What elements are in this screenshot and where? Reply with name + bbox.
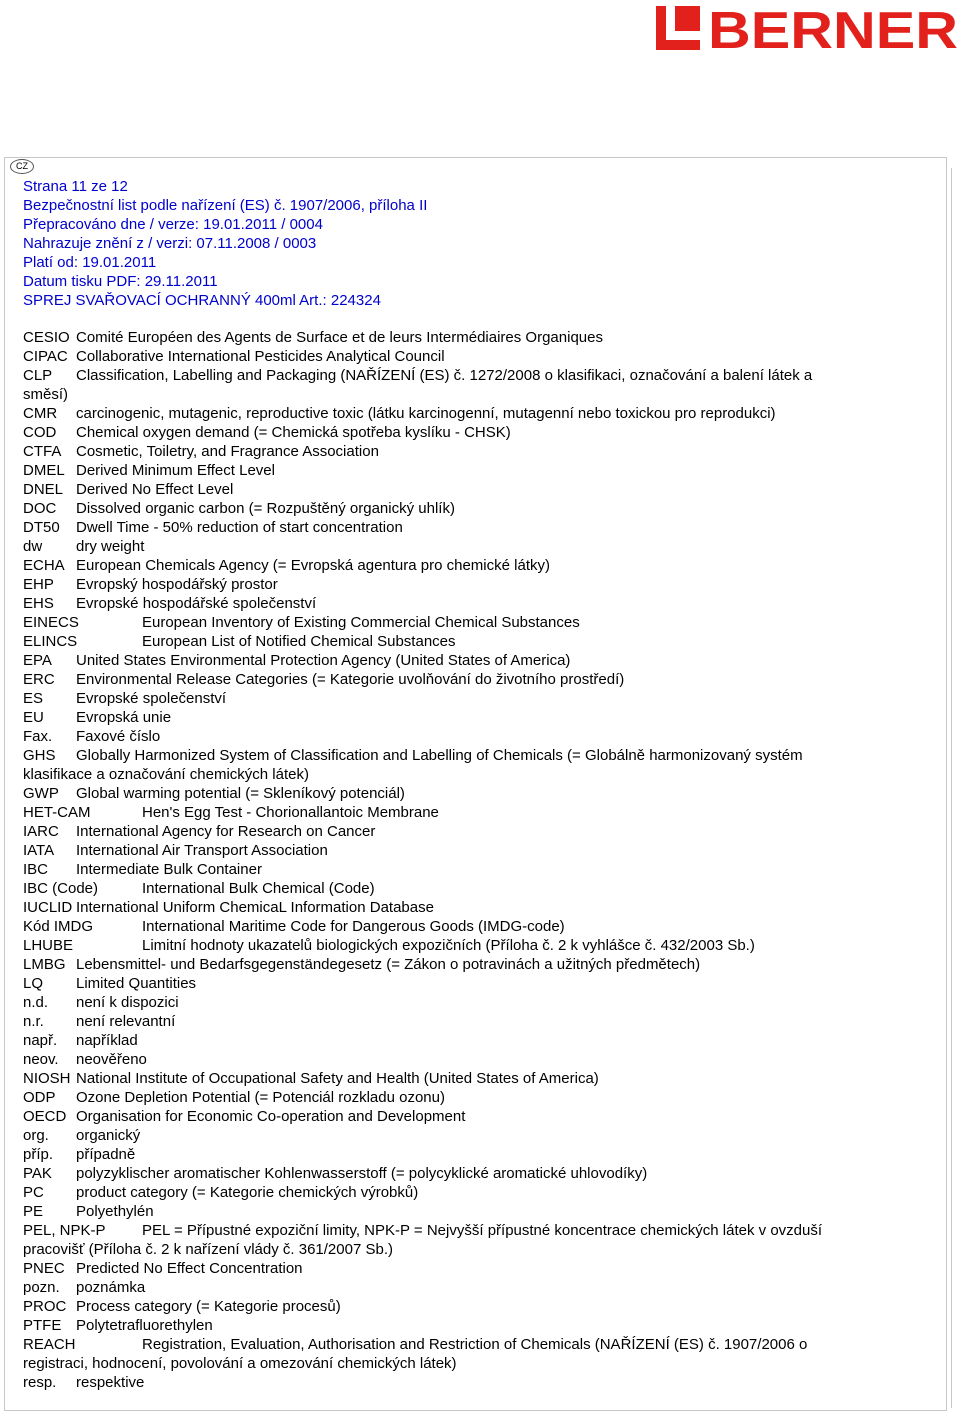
glossary-definition: například [76, 1032, 138, 1049]
glossary-abbreviation: COD [23, 424, 57, 441]
glossary-abbreviation: IBC (Code) [23, 880, 99, 897]
glossary-definition: International Air Transport Association [76, 842, 328, 859]
glossary-abbreviation: např. [23, 1032, 58, 1049]
glossary-row [23, 1145, 903, 1164]
glossary-abbreviation: LHUBE [23, 937, 74, 954]
glossary-definition: Global warming potential (= Skleníkový potenciál) [76, 785, 405, 802]
glossary-definition: poznámka [76, 1279, 146, 1296]
glossary-definition: Polyethylén [76, 1203, 154, 1220]
glossary-row [23, 1297, 903, 1316]
glossary-row [23, 879, 903, 898]
glossary-row [23, 841, 903, 860]
product-name: SPREJ SVAŘOVACÍ OCHRANNÝ 400ml Art.: 224324 [23, 292, 381, 309]
glossary-abbreviation: neov. [23, 1051, 59, 1068]
glossary-row [23, 1050, 903, 1069]
glossary-row [23, 803, 903, 822]
glossary-abbreviation: pozn. [23, 1279, 60, 1296]
glossary-definition: Classification, Labelling and Packaging (NAŘÍZENÍ (ES) č. 1272/2008 o klasifikaci, označování a balení látek a [76, 367, 813, 384]
sds-title: Bezpečnostní list podle nařízení (ES) č. 1907/2006, příloha II [23, 197, 428, 214]
glossary-row [23, 1259, 903, 1278]
abbreviation-list [23, 328, 903, 1392]
glossary-abbreviation: DNEL [23, 481, 64, 498]
glossary-abbreviation: IARC [23, 823, 59, 840]
glossary-abbreviation: CLP [23, 367, 53, 384]
glossary-definition: Organisation for Economic Co-operation and Development [76, 1108, 466, 1125]
glossary-definition: carcinogenic, mutagenic, reproductive toxic (látku karcinogenní, mutagenní nebo toxickou pro reprodukci) [76, 405, 776, 422]
glossary-definition: Intermediate Bulk Container [76, 861, 262, 878]
glossary-definition: Ozone Depletion Potential (= Potenciál rozkladu ozonu) [76, 1089, 445, 1106]
glossary-definition: Derived Minimum Effect Level [76, 462, 275, 479]
glossary-definition: Lebensmittel- und Bedarfsgegenständegesetz (= Zákon o potravinách a užitných předmětech) [76, 956, 701, 973]
glossary-row [23, 1202, 903, 1221]
glossary-definition-continued: registraci, hodnocení, povolování a omezování chemických látek) [23, 1355, 457, 1372]
glossary-row [23, 347, 903, 366]
glossary-definition: není relevantní [76, 1013, 176, 1030]
glossary-definition: United States Environmental Protection Agency (United States of America) [76, 652, 571, 669]
glossary-row [23, 556, 903, 575]
revision-date: Přepracováno dne / verze: 19.01.2011 / 0004 [23, 216, 323, 233]
glossary-row [23, 746, 903, 784]
glossary-abbreviation: GWP [23, 785, 59, 802]
glossary-abbreviation: DOC [23, 500, 57, 517]
glossary-definition: Limitní hodnoty ukazatelů biologických expozičních (Příloha č. 2 k vyhlášce č. 432/2003 Sb.) [142, 937, 755, 954]
glossary-abbreviation: PROC [23, 1298, 67, 1315]
glossary-row [23, 670, 903, 689]
glossary-abbreviation: GHS [23, 747, 56, 764]
print-date: Datum tisku PDF: 29.11.2011 [23, 273, 218, 290]
glossary-abbreviation: EHP [23, 576, 54, 593]
glossary-row [23, 632, 903, 651]
glossary-row [23, 1278, 903, 1297]
glossary-row [23, 1221, 903, 1259]
glossary-row [23, 1126, 903, 1145]
glossary-row [23, 974, 903, 993]
glossary-definition: respektive [76, 1374, 145, 1391]
svg-text:BERNER: BERNER [708, 4, 958, 52]
glossary-row [23, 613, 903, 632]
glossary-row [23, 1012, 903, 1031]
berner-logo [656, 4, 960, 52]
glossary-abbreviation: DMEL [23, 462, 65, 479]
glossary-abbreviation: REACH [23, 1336, 76, 1353]
glossary-abbreviation: příp. [23, 1146, 54, 1163]
glossary-abbreviation: CTFA [23, 443, 62, 460]
glossary-definition: Comité Européen des Agents de Surface et de leurs Intermédiaires Organiques [76, 329, 603, 346]
glossary-row [23, 442, 903, 461]
glossary-definition-continued: směsí) [23, 386, 68, 403]
glossary-row [23, 955, 903, 974]
glossary-row [23, 404, 903, 423]
glossary-row [23, 917, 903, 936]
glossary-row [23, 480, 903, 499]
glossary-definition: European Chemicals Agency (= Evropská agentura pro chemické látky) [76, 557, 550, 574]
glossary-abbreviation: EHS [23, 595, 54, 612]
glossary-abbreviation: CIPAC [23, 348, 68, 365]
glossary-row [23, 423, 903, 442]
glossary-abbreviation: ELINCS [23, 633, 78, 650]
glossary-abbreviation: Kód IMDG [23, 918, 94, 935]
glossary-definition-continued: pracovišť (Příloha č. 2 k nařízení vlády č. 361/2007 Sb.) [23, 1241, 393, 1258]
glossary-definition: Chemical oxygen demand (= Chemická spotřeba kyslíku - CHSK) [76, 424, 511, 441]
glossary-abbreviation: DT50 [23, 519, 60, 536]
glossary-row [23, 1069, 903, 1088]
glossary-definition: International Bulk Chemical (Code) [142, 880, 375, 897]
glossary-abbreviation: LMBG [23, 956, 66, 973]
glossary-abbreviation: PAK [23, 1165, 52, 1182]
glossary-row [23, 993, 903, 1012]
glossary-definition: Evropské společenství [76, 690, 227, 707]
glossary-definition: Limited Quantities [76, 975, 197, 992]
glossary-abbreviation: PNEC [23, 1260, 65, 1277]
glossary-abbreviation: n.r. [23, 1013, 44, 1030]
glossary-abbreviation: EPA [23, 652, 52, 669]
glossary-definition: Environmental Release Categories (= Kategorie uvolňování do životního prostředí) [76, 671, 625, 688]
glossary-row [23, 689, 903, 708]
glossary-row [23, 594, 903, 613]
glossary-definition: dry weight [76, 538, 145, 555]
glossary-abbreviation: n.d. [23, 994, 49, 1011]
glossary-definition: International Maritime Code for Dangerous Goods (IMDG-code) [142, 918, 565, 935]
page-number: Strana 11 ze 12 [23, 178, 128, 195]
glossary-row [23, 499, 903, 518]
glossary-abbreviation: PTFE [23, 1317, 62, 1334]
glossary-abbreviation: CESIO [23, 329, 70, 346]
glossary-definition: Hen's Egg Test - Chorionallantoic Membrane [142, 804, 439, 821]
glossary-abbreviation: NIOSH [23, 1070, 71, 1087]
glossary-definition: případně [76, 1146, 136, 1163]
glossary-row [23, 651, 903, 670]
glossary-definition: organický [76, 1127, 141, 1144]
glossary-row [23, 366, 903, 404]
glossary-definition: neověřeno [76, 1051, 147, 1068]
glossary-row [23, 1373, 903, 1392]
glossary-abbreviation: resp. [23, 1374, 57, 1391]
glossary-definition: Registration, Evaluation, Authorisation and Restriction of Chemicals (NAŘÍZENÍ (ES) č. 1907/2006 o [142, 1336, 808, 1353]
replaces-version: Nahrazuje znění z / verzi: 07.11.2008 / 0003 [23, 235, 317, 252]
glossary-row [23, 1164, 903, 1183]
glossary-row [23, 1316, 903, 1335]
glossary-definition: Evropský hospodářský prostor [76, 576, 278, 593]
glossary-abbreviation: EINECS [23, 614, 79, 631]
glossary-row [23, 1335, 903, 1373]
glossary-abbreviation: OECD [23, 1108, 67, 1125]
glossary-definition: PEL = Přípustné expoziční limity, NPK-P = Nejvyšší přípustné koncentrace chemických látek v ovzduší [142, 1222, 823, 1239]
glossary-definition: European List of Notified Chemical Substances [142, 633, 456, 650]
glossary-abbreviation: IBC [23, 861, 49, 878]
glossary-row [23, 1088, 903, 1107]
glossary-row [23, 1031, 903, 1050]
glossary-abbreviation: ERC [23, 671, 55, 688]
glossary-abbreviation: IATA [23, 842, 55, 859]
glossary-abbreviation: HET-CAM [23, 804, 91, 821]
glossary-definition: Dissolved organic carbon (= Rozpuštěný organický uhlík) [76, 500, 455, 517]
glossary-abbreviation: IUCLID [23, 899, 73, 916]
glossary-definition: polyzyklischer aromatischer Kohlenwasserstoff (= polycyklické aromatické uhlovodíky) [76, 1165, 648, 1182]
glossary-definition: National Institute of Occupational Safety and Health (United States of America) [76, 1070, 599, 1087]
glossary-abbreviation: ES [23, 690, 44, 707]
glossary-abbreviation: dw [23, 538, 43, 555]
glossary-row [23, 1107, 903, 1126]
glossary-definition: Polytetrafluorethylen [76, 1317, 213, 1334]
glossary-row [23, 708, 903, 727]
frame-shadow-line [951, 168, 952, 1408]
glossary-row [23, 1183, 903, 1202]
glossary-definition: Globally Harmonized System of Classification and Labelling of Chemicals (= Globálně harmonizovaný systém [76, 747, 803, 764]
glossary-row [23, 727, 903, 746]
glossary-row [23, 936, 903, 955]
document-header [23, 177, 427, 310]
glossary-definition: Predicted No Effect Concentration [76, 1260, 303, 1277]
glossary-definition: Process category (= Kategorie procesů) [76, 1298, 341, 1315]
glossary-row [23, 860, 903, 879]
glossary-definition: Dwell Time - 50% reduction of start concentration [76, 519, 403, 536]
glossary-row [23, 537, 903, 556]
glossary-abbreviation: PC [23, 1184, 44, 1201]
glossary-row [23, 822, 903, 841]
glossary-definition: Collaborative International Pesticides Analytical Council [76, 348, 445, 365]
glossary-definition: International Agency for Research on Cancer [76, 823, 376, 840]
glossary-abbreviation: PEL, NPK-P [23, 1222, 106, 1239]
glossary-definition: Derived No Effect Level [76, 481, 234, 498]
glossary-definition: product category (= Kategorie chemických výrobků) [76, 1184, 419, 1201]
country-badge: CZ [10, 159, 34, 174]
glossary-row [23, 328, 903, 347]
glossary-row [23, 461, 903, 480]
glossary-row [23, 518, 903, 537]
glossary-definition: International Uniform ChemicaL Information Database [76, 899, 434, 916]
glossary-definition-continued: klasifikace a označování chemických látek) [23, 766, 309, 783]
berner-logo-mark [656, 4, 960, 52]
glossary-definition: není k dispozici [76, 994, 179, 1011]
glossary-abbreviation: ODP [23, 1089, 56, 1106]
glossary-definition: Faxové číslo [76, 728, 161, 745]
glossary-abbreviation: ECHA [23, 557, 65, 574]
glossary-row [23, 898, 903, 917]
valid-from: Platí od: 19.01.2011 [23, 254, 157, 271]
glossary-definition: Evropská unie [76, 709, 172, 726]
glossary-abbreviation: CMR [23, 405, 58, 422]
glossary-row [23, 575, 903, 594]
glossary-abbreviation: org. [23, 1127, 49, 1144]
glossary-definition: Evropské hospodářské společenství [76, 595, 317, 612]
glossary-abbreviation: Fax. [23, 728, 53, 745]
glossary-definition: Cosmetic, Toiletry, and Fragrance Association [76, 443, 379, 460]
glossary-definition: European Inventory of Existing Commercial Chemical Substances [142, 614, 580, 631]
glossary-abbreviation: EU [23, 709, 44, 726]
glossary-abbreviation: PE [23, 1203, 44, 1220]
glossary-abbreviation: LQ [23, 975, 44, 992]
glossary-row [23, 784, 903, 803]
